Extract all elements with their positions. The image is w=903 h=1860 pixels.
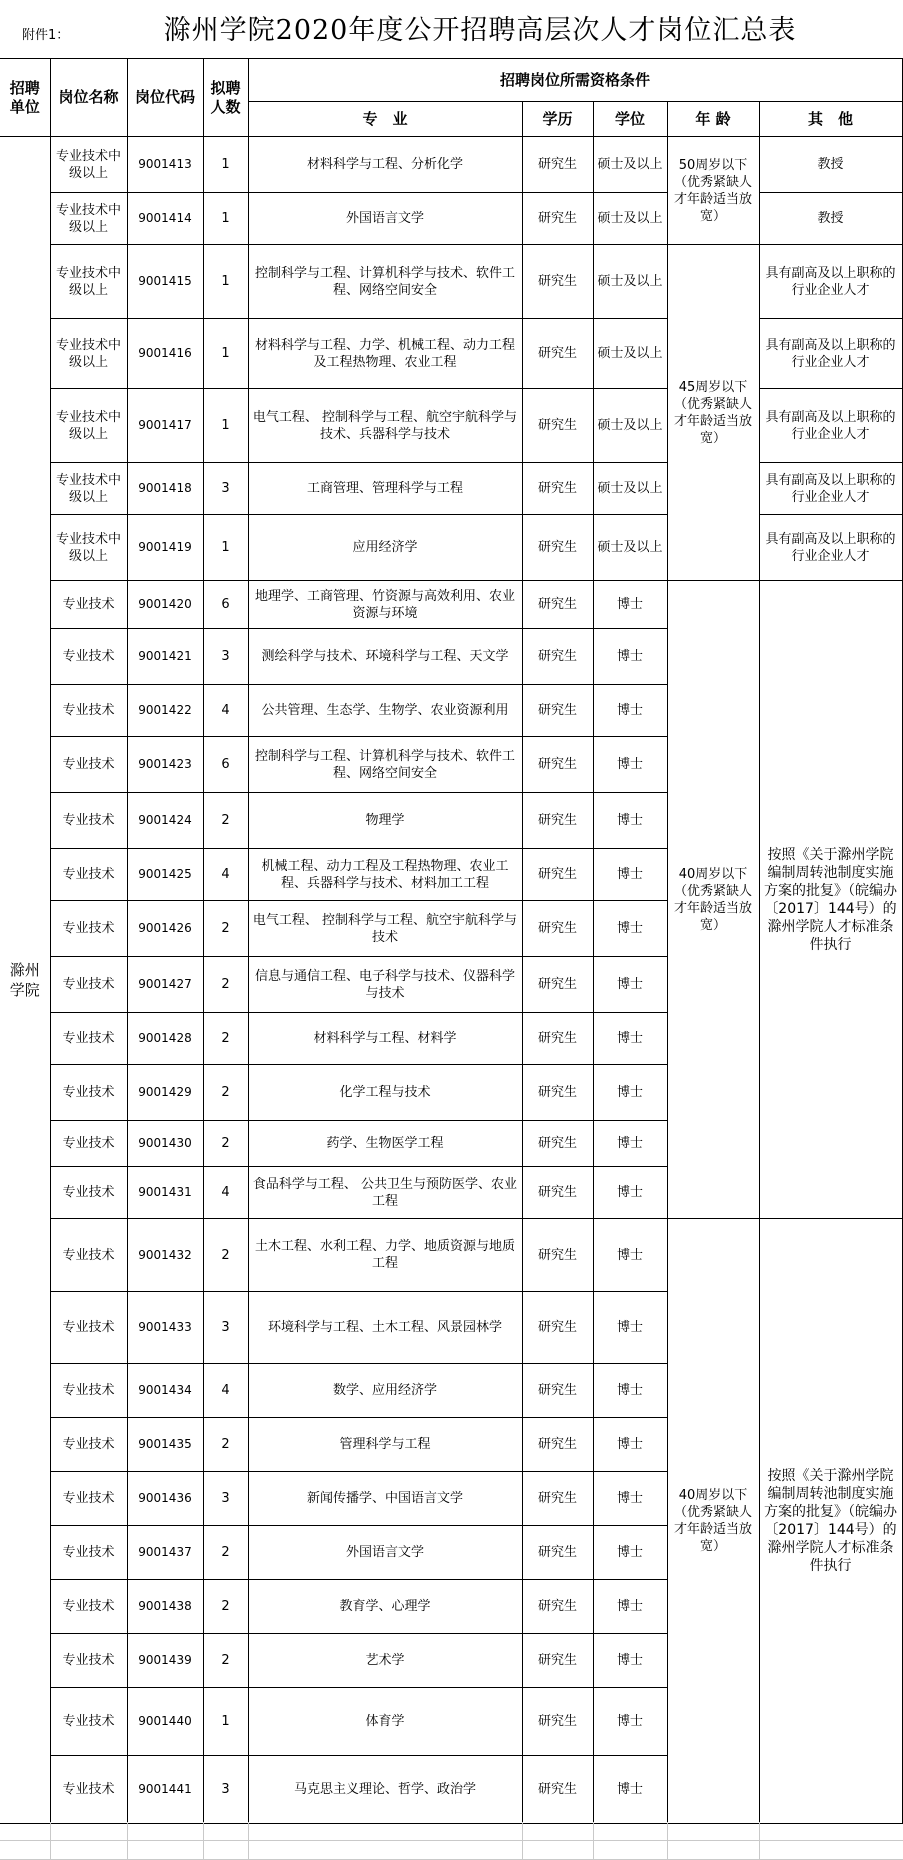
position-code-cell: 9001430: [127, 1121, 203, 1167]
count-cell: 3: [203, 629, 248, 685]
major-cell: 电气工程、 控制科学与工程、航空宇航科学与技术、兵器科学与技术: [248, 389, 522, 463]
position-name-cell: 专业技术: [50, 1219, 127, 1292]
education-cell: 研究生: [522, 515, 593, 581]
degree-cell: 博士: [593, 1219, 667, 1292]
position-name-cell: 专业技术: [50, 685, 127, 737]
education-cell: 研究生: [522, 463, 593, 515]
education-cell: 研究生: [522, 793, 593, 849]
major-cell: 机械工程、动力工程及工程热物理、农业工程、兵器科学与技术、材料加工工程: [248, 849, 522, 901]
major-cell: 控制科学与工程、计算机科学与技术、软件工程、网络空间安全: [248, 737, 522, 793]
count-cell: 2: [203, 1526, 248, 1580]
count-cell: 4: [203, 1364, 248, 1418]
unit-cell: 滁州学院: [0, 137, 50, 1824]
position-code-cell: 9001437: [127, 1526, 203, 1580]
major-cell: 体育学: [248, 1688, 522, 1756]
position-code-cell: 9001415: [127, 245, 203, 319]
major-cell: 地理学、工商管理、竹资源与高效利用、农业资源与环境: [248, 581, 522, 629]
degree-cell: 博士: [593, 1472, 667, 1526]
education-cell: 研究生: [522, 193, 593, 245]
position-code-cell: 9001421: [127, 629, 203, 685]
position-code-cell: 9001426: [127, 901, 203, 957]
degree-cell: 博士: [593, 1688, 667, 1756]
major-cell: 管理科学与工程: [248, 1418, 522, 1472]
grid-line: [127, 1822, 128, 1860]
grid-line: [759, 1822, 760, 1860]
position-code-cell: 9001438: [127, 1580, 203, 1634]
position-name-cell: 专业技术: [50, 793, 127, 849]
table-row: [0, 193, 902, 245]
header-position-code: 岗位代码: [127, 59, 203, 137]
empty-grid-rows: [0, 1822, 903, 1860]
education-cell: 研究生: [522, 1167, 593, 1219]
position-name-cell: 专业技术: [50, 737, 127, 793]
position-code-cell: 9001428: [127, 1013, 203, 1065]
position-name-cell: 专业技术: [50, 1364, 127, 1418]
other-cell: 具有副高及以上职称的行业企业人才: [759, 389, 902, 463]
education-cell: 研究生: [522, 389, 593, 463]
count-cell: 4: [203, 1167, 248, 1219]
major-cell: 材料科学与工程、分析化学: [248, 137, 522, 193]
title-row: [0, 0, 903, 59]
education-cell: 研究生: [522, 685, 593, 737]
count-cell: 1: [203, 1688, 248, 1756]
table-row: [0, 515, 902, 581]
major-cell: 数学、应用经济学: [248, 1364, 522, 1418]
count-cell: 2: [203, 1418, 248, 1472]
other-cell: 按照《关于滁州学院编制周转池制度实施方案的批复》（皖编办〔2017〕144号）的滁州学院人才标准条件执行: [759, 581, 902, 1219]
position-name-cell: 专业技术中级以上: [50, 319, 127, 389]
count-cell: 2: [203, 1121, 248, 1167]
position-name-cell: 专业技术: [50, 629, 127, 685]
major-cell: 应用经济学: [248, 515, 522, 581]
position-name-cell: 专业技术: [50, 1756, 127, 1824]
position-name-cell: 专业技术: [50, 1013, 127, 1065]
major-cell: 物理学: [248, 793, 522, 849]
degree-cell: 博士: [593, 1167, 667, 1219]
degree-cell: 博士: [593, 581, 667, 629]
grid-line: [50, 1822, 51, 1860]
degree-cell: 博士: [593, 1756, 667, 1824]
position-name-cell: 专业技术: [50, 957, 127, 1013]
position-name-cell: 专业技术: [50, 1292, 127, 1364]
position-code-cell: 9001424: [127, 793, 203, 849]
position-code-cell: 9001414: [127, 193, 203, 245]
other-cell: 具有副高及以上职称的行业企业人才: [759, 245, 902, 319]
position-name-cell: 专业技术: [50, 849, 127, 901]
count-cell: 1: [203, 319, 248, 389]
major-cell: 公共管理、生态学、生物学、农业资源利用: [248, 685, 522, 737]
degree-cell: 博士: [593, 1065, 667, 1121]
major-cell: 环境科学与工程、土木工程、风景园林学: [248, 1292, 522, 1364]
position-code-cell: 9001418: [127, 463, 203, 515]
position-code-cell: 9001422: [127, 685, 203, 737]
header-row-1: [0, 59, 902, 102]
count-cell: 3: [203, 1292, 248, 1364]
count-cell: 6: [203, 581, 248, 629]
position-name-cell: 专业技术中级以上: [50, 137, 127, 193]
degree-cell: 博士: [593, 849, 667, 901]
position-name-cell: 专业技术: [50, 1634, 127, 1688]
degree-cell: 博士: [593, 1634, 667, 1688]
header-education: 学历: [522, 102, 593, 137]
education-cell: 研究生: [522, 1634, 593, 1688]
grid-line: [522, 1822, 523, 1860]
table-row: [0, 581, 902, 629]
position-name-cell: 专业技术: [50, 1121, 127, 1167]
major-cell: 食品科学与工程、 公共卫生与预防医学、农业工程: [248, 1167, 522, 1219]
education-cell: 研究生: [522, 737, 593, 793]
degree-cell: 博士: [593, 629, 667, 685]
education-cell: 研究生: [522, 1364, 593, 1418]
degree-cell: 博士: [593, 685, 667, 737]
position-code-cell: 9001432: [127, 1219, 203, 1292]
table-row: [0, 137, 902, 193]
position-name-cell: 专业技术: [50, 1688, 127, 1756]
count-cell: 4: [203, 849, 248, 901]
degree-cell: 硕士及以上: [593, 245, 667, 319]
table-body: [0, 137, 902, 1824]
header-major: 专 业: [248, 102, 522, 137]
major-cell: 测绘科学与技术、环境科学与工程、天文学: [248, 629, 522, 685]
degree-cell: 硕士及以上: [593, 193, 667, 245]
count-cell: 3: [203, 463, 248, 515]
position-code-cell: 9001417: [127, 389, 203, 463]
header-other: 其 他: [759, 102, 902, 137]
count-cell: 2: [203, 1634, 248, 1688]
age-cell: 40周岁以下（优秀紧缺人才年龄适当放宽）: [667, 1219, 759, 1824]
age-cell: 50周岁以下（优秀紧缺人才年龄适当放宽）: [667, 137, 759, 245]
position-code-cell: 9001423: [127, 737, 203, 793]
count-cell: 2: [203, 1580, 248, 1634]
position-code-cell: 9001436: [127, 1472, 203, 1526]
position-name-cell: 专业技术中级以上: [50, 193, 127, 245]
count-cell: 1: [203, 193, 248, 245]
count-cell: 6: [203, 737, 248, 793]
count-cell: 2: [203, 793, 248, 849]
count-cell: 1: [203, 515, 248, 581]
major-cell: 化学工程与技术: [248, 1065, 522, 1121]
count-cell: 1: [203, 389, 248, 463]
education-cell: 研究生: [522, 629, 593, 685]
education-cell: 研究生: [522, 1292, 593, 1364]
education-cell: 研究生: [522, 1756, 593, 1824]
major-cell: 电气工程、 控制科学与工程、航空宇航科学与技术: [248, 901, 522, 957]
count-cell: 1: [203, 137, 248, 193]
education-cell: 研究生: [522, 1688, 593, 1756]
position-name-cell: 专业技术中级以上: [50, 245, 127, 319]
count-cell: 2: [203, 957, 248, 1013]
other-cell: 教授: [759, 193, 902, 245]
major-cell: 材料科学与工程、材料学: [248, 1013, 522, 1065]
position-code-cell: 9001434: [127, 1364, 203, 1418]
degree-cell: 博士: [593, 1526, 667, 1580]
degree-cell: 博士: [593, 1292, 667, 1364]
position-code-cell: 9001416: [127, 319, 203, 389]
degree-cell: 博士: [593, 957, 667, 1013]
count-cell: 2: [203, 901, 248, 957]
position-code-cell: 9001429: [127, 1065, 203, 1121]
major-cell: 土木工程、水利工程、力学、地质资源与地质工程: [248, 1219, 522, 1292]
position-code-cell: 9001427: [127, 957, 203, 1013]
position-code-cell: 9001433: [127, 1292, 203, 1364]
major-cell: 教育学、心理学: [248, 1580, 522, 1634]
position-code-cell: 9001413: [127, 137, 203, 193]
table-row: [0, 463, 902, 515]
other-cell: 具有副高及以上职称的行业企业人才: [759, 515, 902, 581]
education-cell: 研究生: [522, 1418, 593, 1472]
position-code-cell: 9001419: [127, 515, 203, 581]
other-cell: 具有副高及以上职称的行业企业人才: [759, 319, 902, 389]
degree-cell: 博士: [593, 793, 667, 849]
position-code-cell: 9001440: [127, 1688, 203, 1756]
header-unit: 招聘单位: [0, 59, 50, 137]
count-cell: 1: [203, 245, 248, 319]
major-cell: 艺术学: [248, 1634, 522, 1688]
education-cell: 研究生: [522, 1472, 593, 1526]
header-position-name: 岗位名称: [50, 59, 127, 137]
position-code-cell: 9001425: [127, 849, 203, 901]
major-cell: 外国语言文学: [248, 1526, 522, 1580]
position-code-cell: 9001441: [127, 1756, 203, 1824]
grid-line: [667, 1822, 668, 1860]
degree-cell: 硕士及以上: [593, 389, 667, 463]
degree-cell: 博士: [593, 1121, 667, 1167]
major-cell: 控制科学与工程、计算机科学与技术、软件工程、网络空间安全: [248, 245, 522, 319]
table-row: [0, 319, 902, 389]
degree-cell: 博士: [593, 1418, 667, 1472]
position-name-cell: 专业技术: [50, 1418, 127, 1472]
major-cell: 外国语言文学: [248, 193, 522, 245]
education-cell: 研究生: [522, 1580, 593, 1634]
table-row: [0, 245, 902, 319]
position-name-cell: 专业技术: [50, 581, 127, 629]
position-name-cell: 专业技术中级以上: [50, 463, 127, 515]
position-name-cell: 专业技术中级以上: [50, 515, 127, 581]
positions-table: [0, 58, 903, 1824]
position-code-cell: 9001420: [127, 581, 203, 629]
count-cell: 2: [203, 1065, 248, 1121]
education-cell: 研究生: [522, 137, 593, 193]
major-cell: 药学、生物医学工程: [248, 1121, 522, 1167]
degree-cell: 硕士及以上: [593, 137, 667, 193]
education-cell: 研究生: [522, 957, 593, 1013]
position-code-cell: 9001439: [127, 1634, 203, 1688]
count-cell: 4: [203, 685, 248, 737]
header-conditions: 招聘岗位所需资格条件: [248, 59, 902, 102]
age-cell: 45周岁以下（优秀紧缺人才年龄适当放宽）: [667, 245, 759, 581]
header-degree: 学位: [593, 102, 667, 137]
table-row: [0, 389, 902, 463]
other-cell: 按照《关于滁州学院编制周转池制度实施方案的批复》（皖编办〔2017〕144号）的滁州学院人才标准条件执行: [759, 1219, 902, 1824]
table-row: [0, 1219, 902, 1292]
position-name-cell: 专业技术: [50, 1526, 127, 1580]
header-age: 年 龄: [667, 102, 759, 137]
grid-line: [248, 1822, 249, 1860]
position-name-cell: 专业技术: [50, 1580, 127, 1634]
degree-cell: 硕士及以上: [593, 463, 667, 515]
education-cell: 研究生: [522, 581, 593, 629]
grid-line: [593, 1822, 594, 1860]
degree-cell: 博士: [593, 901, 667, 957]
position-name-cell: 专业技术: [50, 1472, 127, 1526]
age-cell: 40周岁以下（优秀紧缺人才年龄适当放宽）: [667, 581, 759, 1219]
position-name-cell: 专业技术: [50, 1065, 127, 1121]
position-code-cell: 9001431: [127, 1167, 203, 1219]
education-cell: 研究生: [522, 1065, 593, 1121]
count-cell: 3: [203, 1472, 248, 1526]
position-code-cell: 9001435: [127, 1418, 203, 1472]
degree-cell: 硕士及以上: [593, 515, 667, 581]
count-cell: 2: [203, 1219, 248, 1292]
education-cell: 研究生: [522, 849, 593, 901]
major-cell: 信息与通信工程、电子科学与技术、仪器科学与技术: [248, 957, 522, 1013]
education-cell: 研究生: [522, 901, 593, 957]
major-cell: 新闻传播学、中国语言文学: [248, 1472, 522, 1526]
major-cell: 工商管理、管理科学与工程: [248, 463, 522, 515]
degree-cell: 博士: [593, 1580, 667, 1634]
position-name-cell: 专业技术: [50, 901, 127, 957]
degree-cell: 博士: [593, 1013, 667, 1065]
count-cell: 3: [203, 1756, 248, 1824]
header-count: 拟聘人数: [203, 59, 248, 137]
position-name-cell: 专业技术: [50, 1167, 127, 1219]
education-cell: 研究生: [522, 319, 593, 389]
position-name-cell: 专业技术中级以上: [50, 389, 127, 463]
other-cell: 具有副高及以上职称的行业企业人才: [759, 463, 902, 515]
attachment-label: 附件1：: [22, 28, 70, 43]
major-cell: 材料科学与工程、力学、机械工程、动力工程及工程热物理、农业工程: [248, 319, 522, 389]
degree-cell: 博士: [593, 1364, 667, 1418]
education-cell: 研究生: [522, 1526, 593, 1580]
education-cell: 研究生: [522, 1219, 593, 1292]
grid-line: [203, 1822, 204, 1860]
degree-cell: 博士: [593, 737, 667, 793]
major-cell: 马克思主义理论、哲学、政治学: [248, 1756, 522, 1824]
page-title: 滁州学院2020年度公开招聘高层次人才岗位汇总表: [163, 15, 797, 46]
other-cell: 教授: [759, 137, 902, 193]
degree-cell: 硕士及以上: [593, 319, 667, 389]
education-cell: 研究生: [522, 1121, 593, 1167]
count-cell: 2: [203, 1013, 248, 1065]
education-cell: 研究生: [522, 245, 593, 319]
education-cell: 研究生: [522, 1013, 593, 1065]
